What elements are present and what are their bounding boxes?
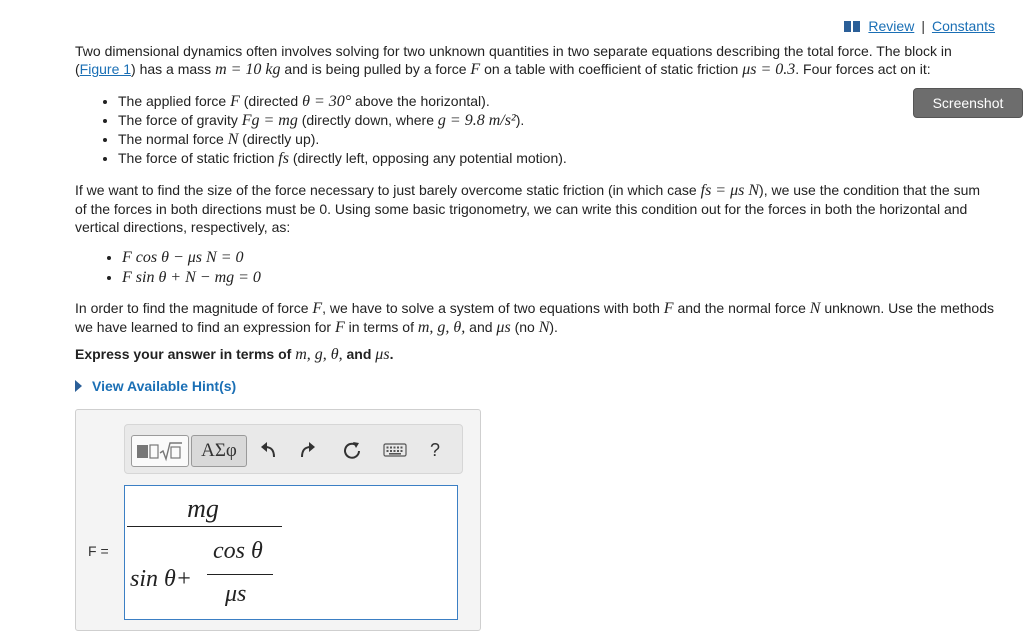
constants-link[interactable]: Constants bbox=[931, 18, 995, 34]
equation-vertical: • F sin θ + N − mg = 0 bbox=[122, 268, 261, 288]
book-icon bbox=[844, 21, 860, 32]
mu-equation: μs = 0.3 bbox=[742, 61, 796, 78]
main-fraction-bar bbox=[127, 526, 282, 527]
force-symbol: F bbox=[470, 61, 481, 78]
list-item: • The normal force N (directly up). bbox=[118, 130, 567, 149]
review-link[interactable]: Review bbox=[868, 18, 915, 34]
intro-text-3: and is being pulled by a force bbox=[280, 61, 471, 77]
link-separator: | bbox=[921, 18, 925, 34]
answer-numerator: mg bbox=[187, 494, 219, 523]
equations-list bbox=[100, 248, 261, 288]
reset-icon bbox=[342, 440, 362, 460]
help-button[interactable]: ? bbox=[429, 439, 440, 460]
task-paragraph: In order to find the magnitude of force F, we have to solve a system of two equations with both F and the normal force N unknown. Use the methods we have learned to find an expression for F in terms of m, g, θ, and μs (no N). bbox=[75, 300, 994, 336]
undo-icon bbox=[259, 440, 279, 460]
list-item: • The force of gravity Fg = mg (directly down, where g = 9.8 m/s²). bbox=[118, 111, 567, 130]
keyboard-button[interactable] bbox=[381, 437, 409, 463]
reset-button[interactable] bbox=[338, 437, 366, 463]
answer-panel bbox=[75, 409, 481, 631]
undo-button[interactable] bbox=[255, 437, 283, 463]
answer-input[interactable] bbox=[124, 485, 458, 620]
intro-text-1: Two dimensional dynamics often involves solving for two unknown quantities in two separate equations describing the total force. The block in ( bbox=[75, 43, 952, 77]
forces-list bbox=[100, 92, 567, 168]
greek-symbols-button[interactable]: ΑΣφ bbox=[191, 435, 247, 467]
answer-sub-numerator: cos θ bbox=[213, 538, 263, 564]
intro-text-5: . Four forces act on it: bbox=[795, 61, 931, 77]
templates-button[interactable] bbox=[131, 435, 189, 467]
keyboard-icon bbox=[383, 442, 407, 458]
triangle-right-icon bbox=[75, 380, 82, 392]
condition-paragraph: If we want to find the size of the force necessary to just barely overcome static friction (in which case fs = μs N), we use the condition that the sum of the forces in both directions must be 0. Using some basic trigonometry, we can write this condition out for the forces in both the horizontal and vertical directions, respectively, as: bbox=[75, 182, 981, 235]
sub-fraction-bar bbox=[207, 574, 273, 575]
list-item: • The force of static friction fs (directly left, opposing any potential motion). bbox=[118, 149, 567, 168]
screenshot-button[interactable]: Screenshot bbox=[913, 88, 1023, 118]
list-item: • The applied force F (directed θ = 30° above the horizontal). bbox=[118, 92, 567, 111]
template-icon bbox=[135, 440, 185, 462]
intro-text-2: ) has a mass bbox=[131, 61, 216, 77]
mass-equation: m = 10 kg bbox=[215, 61, 281, 78]
intro-paragraph bbox=[75, 42, 995, 79]
answer-prompt: Express your answer in terms of m, g, θ, and μs. bbox=[75, 346, 394, 363]
answer-denominator-prefix: sin θ+ bbox=[130, 566, 192, 592]
top-links bbox=[844, 18, 995, 34]
friction-equation: fs = μs N bbox=[700, 182, 760, 199]
hint-label: View Available Hint(s) bbox=[92, 378, 237, 394]
redo-icon bbox=[297, 440, 317, 460]
answer-sub-denominator: μs bbox=[225, 581, 247, 607]
view-hints-link[interactable] bbox=[75, 378, 236, 394]
figure-link[interactable]: Figure 1 bbox=[79, 61, 132, 77]
answer-label: F = bbox=[88, 543, 109, 559]
equation-horizontal: • F cos θ − μs N = 0 bbox=[122, 248, 261, 268]
redo-button[interactable] bbox=[293, 437, 321, 463]
intro-text-4: on a table with coefficient of static friction bbox=[480, 61, 743, 77]
math-toolbar bbox=[124, 424, 463, 474]
